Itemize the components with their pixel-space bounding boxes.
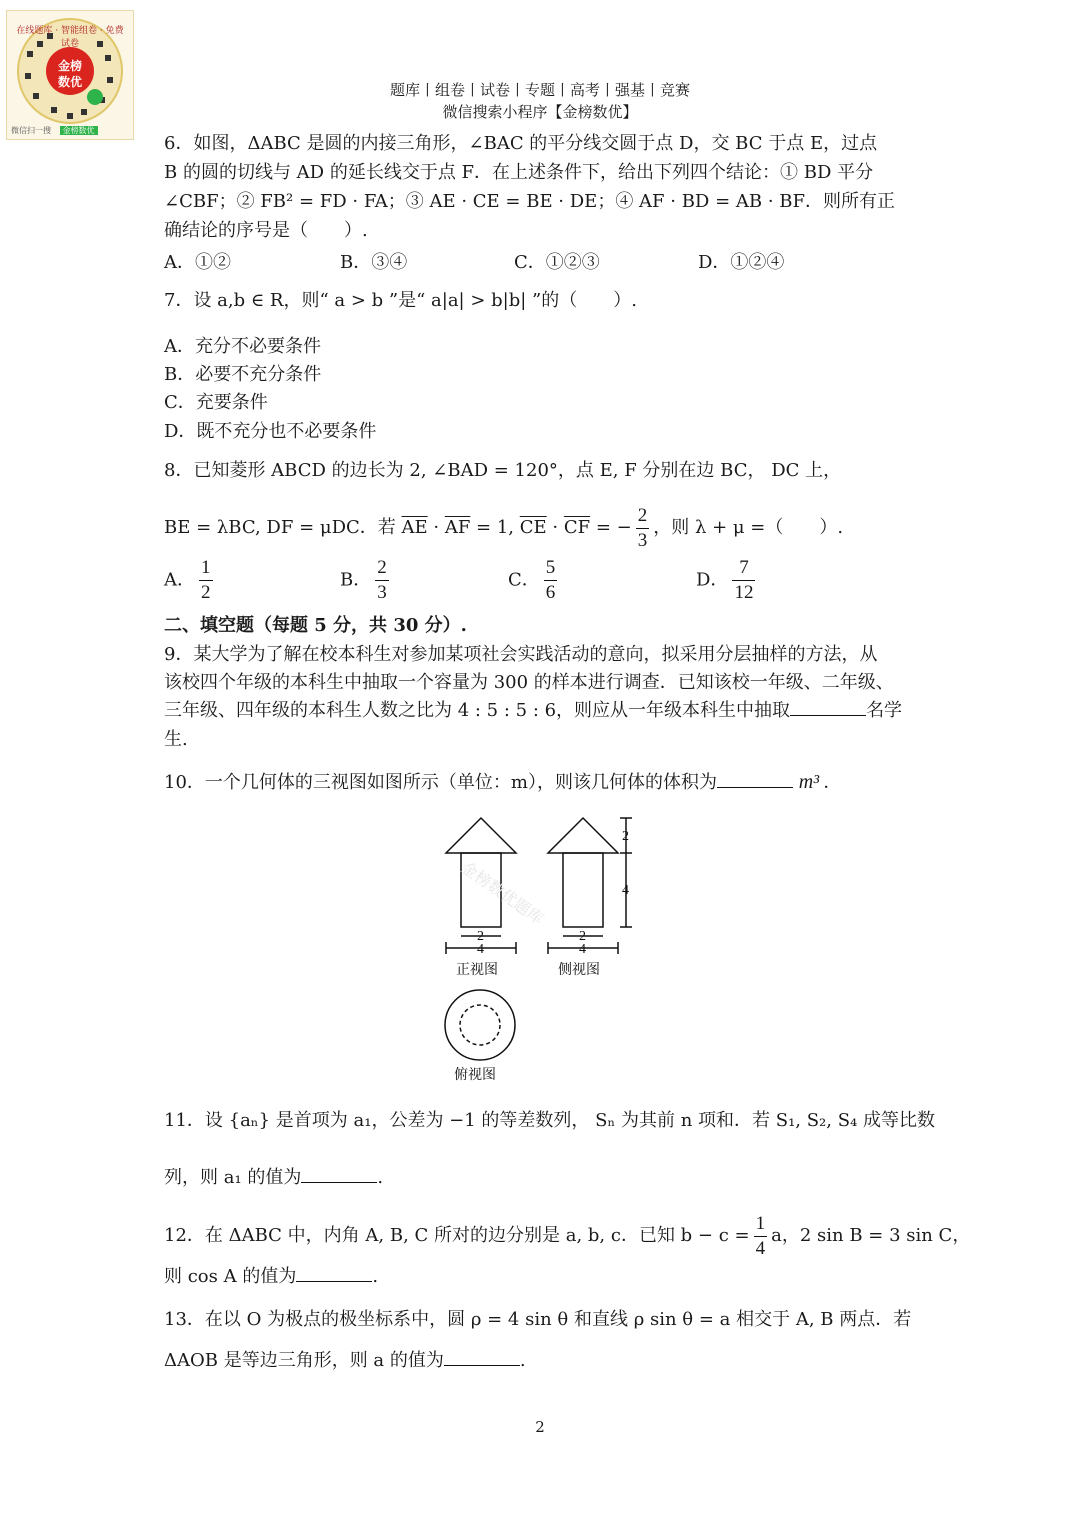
q6-option-c: C．①②③ xyxy=(514,252,600,273)
q11-answer-blank[interactable] xyxy=(301,1164,377,1183)
badge-logo-line1: 金榜 xyxy=(57,59,82,73)
q8-mid: = 1, xyxy=(470,517,520,538)
header-sub-line: 微信搜索小程序【金榜数优】 xyxy=(442,103,638,121)
q6-option-d: D．①②④ xyxy=(698,252,785,273)
label-top-view: 俯视图 xyxy=(454,1067,496,1083)
dim-label-2-front: 2 xyxy=(477,929,484,944)
q7-option-d: D．既不充分也不必要条件 xyxy=(164,421,377,442)
q11-line2-post: . xyxy=(377,1167,384,1188)
q8-fraction: $\frac{2}{3}$ xyxy=(637,504,648,551)
top-view-outer-circle xyxy=(445,990,515,1060)
label-front-view: 正视图 xyxy=(456,962,498,978)
q12-answer-blank[interactable] xyxy=(296,1263,372,1282)
q9-answer-blank[interactable] xyxy=(790,697,866,716)
top-view-inner-circle xyxy=(460,1005,500,1045)
q10-unit: m³ . xyxy=(798,771,830,793)
section2-title: 二、填空题（每题 5 分，共 30 分）. xyxy=(164,615,467,636)
q13-line2-pre: ΔAOB 是等边三角形，则 a 的值为 xyxy=(164,1350,444,1371)
side-view-rect xyxy=(563,853,603,927)
q12-line1 xyxy=(164,1208,970,1264)
q12-line1-pre: 12．在 ΔABC 中，内角 A, B, C 所对的边分别是 a, b, c．已知 b − c = xyxy=(164,1225,750,1246)
q6-option-b: B．③④ xyxy=(340,252,408,273)
q7-option-a: A．充分不必要条件 xyxy=(164,336,321,357)
q13-line2 xyxy=(164,1347,526,1375)
q9-line2: 该校四个年级的本科生中抽取一个容量为 300 的样本进行调查．已知该校一年级、二年级、 xyxy=(164,672,894,693)
q7-option-b: B．必要不充分条件 xyxy=(164,364,322,385)
q9-line3-pre: 三年级、四年级的本科生人数之比为 4 : 5 : 5 : 6，则应从一年级本科生中抽取 xyxy=(164,700,791,721)
label-side-view: 侧视图 xyxy=(558,962,600,978)
q13-line2-post: . xyxy=(519,1350,526,1371)
q8-option-b: B． $\frac{2}{3}$ xyxy=(340,557,387,603)
q8-tail: ，则 λ + μ =（ ）. xyxy=(653,517,844,538)
dim-label-4-side: 4 xyxy=(579,942,586,957)
q8-line2: BE = λBC, DF = μDC．若 $\overline{AE} \cdot \overline{AF} = 1$, $\overline{CE} \cdot \overline{CF}$ = − $\frac{2}{3}$ ，则 λ + μ =（ ）. xyxy=(164,504,844,551)
q8-line1: 8．已知菱形 ABCD 的边长为 2, ∠BAD = 120°，点 E, F 分别在边 BC， DC 上， xyxy=(164,460,842,481)
dim-label-2-vertical: 2 xyxy=(622,829,629,844)
badge-footer-left: 微信扫一搜 xyxy=(11,126,51,135)
q6-line2: B 的圆的切线与 AD 的延长线交于点 F．在上述条件下，给出下列四个结论：① BD 平分 xyxy=(164,162,874,183)
q8-option-c: C． $\frac{5}{6}$ xyxy=(508,557,556,603)
header-nav-line: 题库丨组卷丨试卷丨专题丨高考丨强基丨竞赛 xyxy=(389,81,690,99)
q6-option-a: A．①② xyxy=(164,252,231,273)
badge-logo-line2: 数优 xyxy=(57,75,82,89)
side-view-triangle xyxy=(548,818,618,853)
q11-line2 xyxy=(164,1164,383,1192)
q7-stem: 7．设 a,b ∈ R，则“ a > b ”是“ a|a| > b|b| ”的（ ）. xyxy=(164,290,637,311)
q8-vec-cf: $\overline{CF}$ xyxy=(563,517,591,538)
dim-label-4-vertical: 4 xyxy=(622,883,629,898)
q9-line3 xyxy=(164,697,902,725)
q8-vec-ae: $\overline{AE}$ xyxy=(401,517,428,538)
q13-line1: 13．在以 O 为极点的极坐标系中，圆 ρ = 4 sin θ 和直线 ρ sin θ = a 相交于 A, B 两点．若 xyxy=(164,1309,912,1330)
dim-label-4-front: 4 xyxy=(477,942,484,957)
dim-label-2-side: 2 xyxy=(579,929,586,944)
watermark-text: 金榜数优题库 xyxy=(457,857,548,929)
q12-line1-post: a，2 sin B = 3 sin C， xyxy=(771,1225,971,1246)
page-number: 2 xyxy=(535,1418,545,1436)
q12-line2-post: . xyxy=(372,1266,379,1287)
q6-line3: ∠CBF；② FB² = FD · FA；③ AE · CE = BE · DE；④ AF · BD = AB · BF．则所有正 xyxy=(164,191,895,212)
three-view-figure xyxy=(430,810,660,1090)
q11-line1: 11．设 {aₙ} 是首项为 a₁，公差为 −1 的等差数列， Sₙ 为其前 n 项和．若 S₁, S₂, S₄ 成等比数 xyxy=(164,1110,935,1131)
q8-line2-pre: BE = λBC, DF = μDC．若 xyxy=(164,517,402,538)
badge-top-text: 在线题库 · 智能组卷 · 免费试卷 xyxy=(16,26,124,49)
q12-fraction: $\frac{1}{4}$ xyxy=(755,1212,766,1259)
q10-answer-blank[interactable] xyxy=(717,769,793,788)
q8-vec-af: $\overline{AF}$ xyxy=(444,517,471,538)
q6-line4: 确结论的序号是（ ）. xyxy=(164,220,368,241)
q10-stem-pre: 10．一个几何体的三视图如图所示（单位：m），则该几何体的体积为 xyxy=(164,772,717,793)
q6-line1: 6．如图，ΔABC 是圆的内接三角形，∠BAC 的平分线交圆于点 D，交 BC 于点 E，过点 xyxy=(164,133,878,154)
q11-line2-pre: 列，则 a₁ 的值为 xyxy=(164,1167,302,1188)
front-view-triangle xyxy=(446,818,516,853)
q12-line2-pre: 则 cos A 的值为 xyxy=(164,1266,297,1287)
q8-vec-ce: $\overline{CE}$ xyxy=(519,517,547,538)
q7-option-c: C．充要条件 xyxy=(164,392,268,413)
badge-footer xyxy=(11,125,129,137)
badge-footer-right: 金榜数优 xyxy=(60,126,98,135)
q9-line1: 9．某大学为了解在校本科生对参加某项社会实践活动的意向，拟采用分层抽样的方法，从 xyxy=(164,644,878,665)
q8-eq: = − xyxy=(590,517,632,538)
q9-line4: 生. xyxy=(164,729,188,750)
q13-answer-blank[interactable] xyxy=(444,1347,520,1366)
q8-option-d: D． $\frac{7}{12}$ xyxy=(696,557,754,603)
q8-option-a: A． $\frac{1}{2}$ xyxy=(164,557,211,603)
q12-line2 xyxy=(164,1263,378,1291)
q9-line3-post: 名学 xyxy=(866,700,903,721)
q10-stem xyxy=(164,768,829,797)
